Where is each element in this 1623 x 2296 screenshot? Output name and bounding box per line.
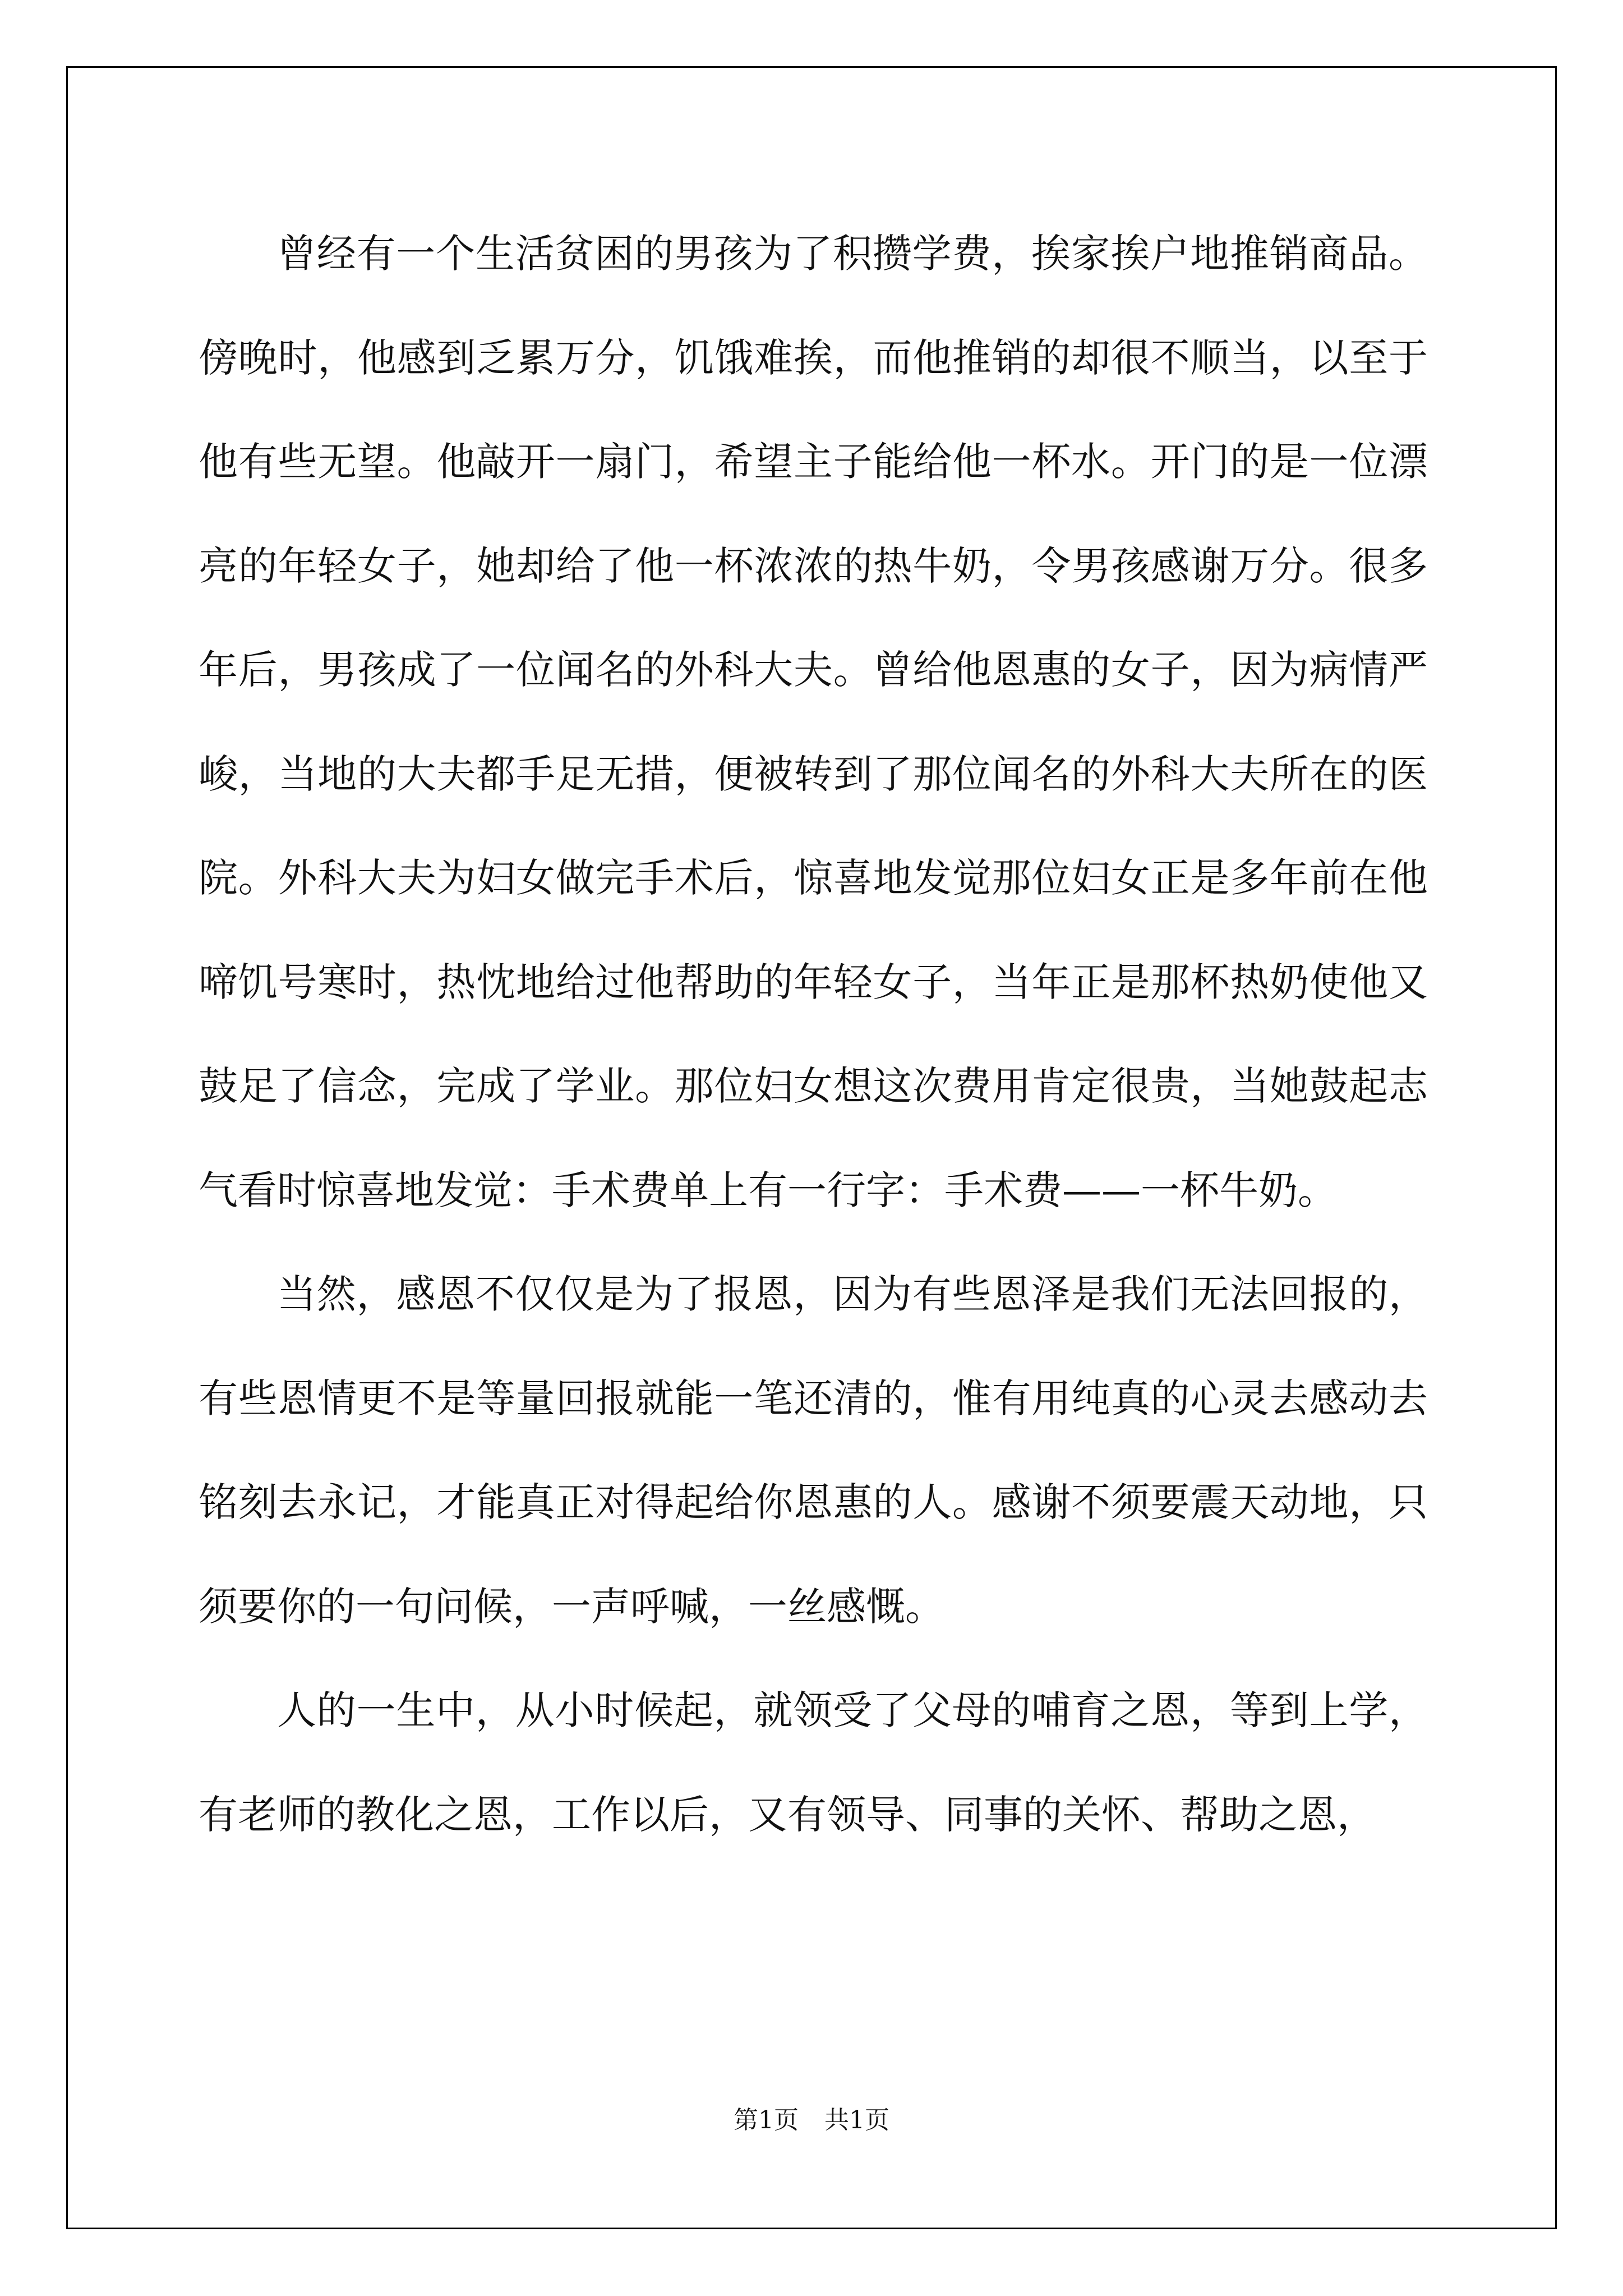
page-total: 共1页 xyxy=(824,2106,889,2134)
paragraph-gratitude: 当然，感恩不仅仅是为了报恩，因为有些恩泽是我们无法回报的，有些恩情更不是等量回报就能一笔还清的，惟有用纯真的心灵去感动去铭刻去永记，才能真正对得起给你恩惠的人。感谢不须要震天动地，只须要你的一句问候，一声呼喊，一丝感慨。 xyxy=(199,1271,1428,1630)
page-footer xyxy=(0,2104,1623,2137)
paragraph-story: 曾经有一个生活贫困的男孩为了积攒学费，挨家挨户地推销商品。傍晚时，他感到乏累万分，饥饿难挨，而他推销的却很不顺当，以至于他有些无望。他敲开一扇门，希望主子能给他一杯水。开门的是一位漂亮的年轻女子，她却给了他一杯浓浓的热牛奶，令男孩感谢万分。很多年后，男孩成了一位闻名的外科大夫。曾给他恩惠的女子，因为病情严峻，当地的大夫都手足无措，便被转到了那位闻名的外科大夫所在的医院。外科大夫为妇女做完手术后，惊喜地发觉那位妇女正是多年前在他啼饥号寒时，热忱地给过他帮助的年轻女子，当年正是那杯热奶使他又鼓足了信念，完成了学业。那位妇女想这次费用肯定很贵，当她鼓起志气看时惊喜地发觉：手术费单上有一行字：手术费——一杯牛奶。 xyxy=(199,231,1428,1213)
page-number: 第1页 xyxy=(734,2106,799,2134)
document-body xyxy=(199,202,1428,1867)
paragraph-life: 人的一生中，从小时候起，就领受了父母的哺育之恩，等到上学，有老师的教化之恩，工作以后，又有领导、同事的关怀、帮助之恩， xyxy=(199,1687,1428,1838)
